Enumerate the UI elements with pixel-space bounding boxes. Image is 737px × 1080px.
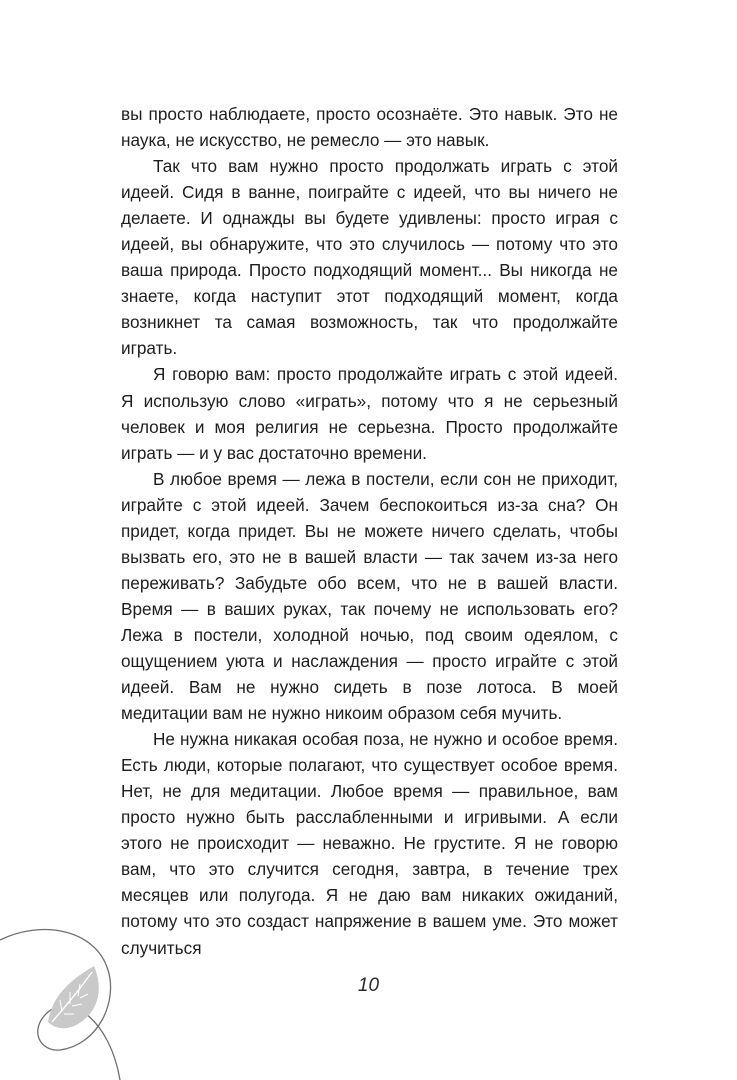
paragraph-5: Не нужна никакая особая поза, не нужно и особое время. Есть люди, которые полагают, что существует особое время. Нет, не для медитации. Любое время — правильное, вам просто нужно быть расслабленными и игривыми. А если этого не происходит — неважно. Не грустите. Я не говорю вам, что это случится сегодня, завтра, в течение трех месяцев или полугода. Я не даю вам никаких ожиданий, потому что это создаст напряжение в вашем уме. Это может случиться	[121, 729, 618, 958]
paragraph-2: Так что вам нужно просто продолжать играть с этой идеей. Сидя в ванне, поиграйте с идеей, что вы ничего не делаете. И однажды вы будете удивлены: просто играя с идеей, вы обнаружите, что это случилось — потому что это ваша природа. Просто подходящий момент... Вы никогда не знаете, когда наступит этот подходящий момент, когда возникнет та самая возможность, так что продолжайте играть.	[121, 156, 618, 359]
paragraph-3: Я говорю вам: просто продолжайте играть с этой идеей. Я использую слово «играть», потому что я не серьезный человек и моя религия не серьезна. Просто продолжайте играть — и у вас достаточно времени.	[121, 364, 618, 463]
paragraph-1: вы просто наблюдаете, просто осознаёте. Это навык. Это не наука, не искусство, не ремесло — это навык.	[121, 104, 618, 151]
page-number: 10	[357, 975, 380, 996]
leaf-icon	[0, 900, 190, 1080]
body-text	[121, 101, 618, 961]
paragraph-4: В любое время — лежа в постели, если сон не приходит, играйте с этой идеей. Зачем беспокоиться из-за сна? Он придет, когда придет. Вы не можете ничего сделать, чтобы вызвать его, это не в вашей власти — так зачем из-за него переживать? Забудьте обо всем, что не в вашей власти. Время — в ваших руках, так почему не использовать его? Лежа в постели, холодной ночью, под своим одеялом, с ощущением уюта и наслаждения — просто играйте с этой идеей. Вам не нужно сидеть в позе лотоса. В моей медитации вам не нужно никоим образом себя мучить.	[121, 468, 618, 724]
